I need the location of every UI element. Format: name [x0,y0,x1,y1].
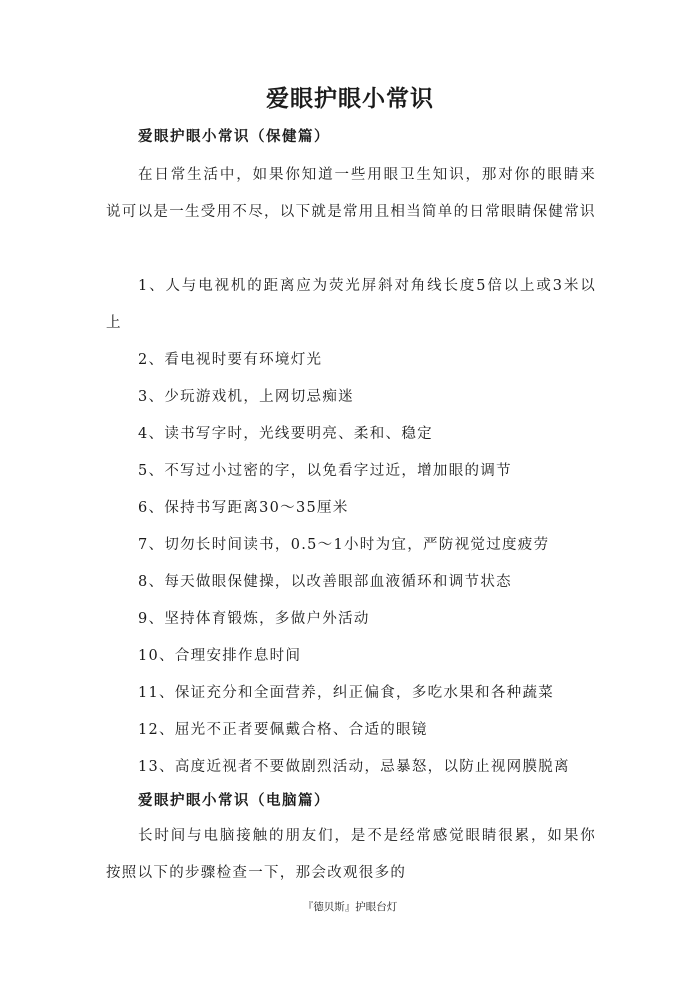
list-item: 10、合理安排作息时间 [138,648,302,664]
section-heading-computer: 爱眼护眼小常识（电脑篇） [138,792,330,809]
tips-list [106,268,596,786]
list-item: 2、看电视时要有环境灯光 [138,352,323,368]
list-item: 12、屈光不正者要佩戴合格、合适的眼镜 [138,722,428,738]
list-item: 3、少玩游戏机，上网切忌痴迷 [138,389,354,405]
computer-section-paragraph: 长时间与电脑接触的朋友们，是不是经常感觉眼睛很累，如果你按照以下的步骤检查一下，那会改观很多的 [106,828,596,881]
list-item: 9、坚持体育锻炼，多做户外活动 [138,611,370,627]
intro-paragraph: 在日常生活中，如果你知道一些用眼卫生知识，那对你的眼睛来说可以是一生受用不尽，以下就是常用且相当简单的日常眼睛保健常识 [106,167,596,220]
list-item: 1、人与电视机的距离应为荧光屏斜对角线长度5倍以上或3米以上 [106,278,596,331]
list-item: 5、不写过小过密的字，以免看字过近，增加眼的调节 [138,463,512,479]
list-item: 4、读书写字时，光线要明亮、柔和、稳定 [138,426,433,442]
intro-block [106,157,596,231]
list-item: 13、高度近视者不要做剧烈活动，忌暴怒，以防止视网膜脱离 [138,759,570,775]
list-item: 7、切勿长时间读书，0.5～1小时为宜，严防视觉过度疲劳 [138,537,550,553]
computer-section-block [106,818,596,892]
section-heading-health: 爱眼护眼小常识（保健篇） [138,128,330,145]
list-item: 6、保持书写距离30～35厘米 [138,500,349,516]
list-item: 11、保证充分和全面营养，纠正偏食，多吃水果和各种蔬菜 [138,685,555,701]
page-footer: 『德贝斯』护眼台灯 [302,901,398,913]
list-item: 8、每天做眼保健操，以改善眼部血液循环和调节状态 [138,574,512,590]
document-title: 爱眼护眼小常识 [266,85,434,112]
